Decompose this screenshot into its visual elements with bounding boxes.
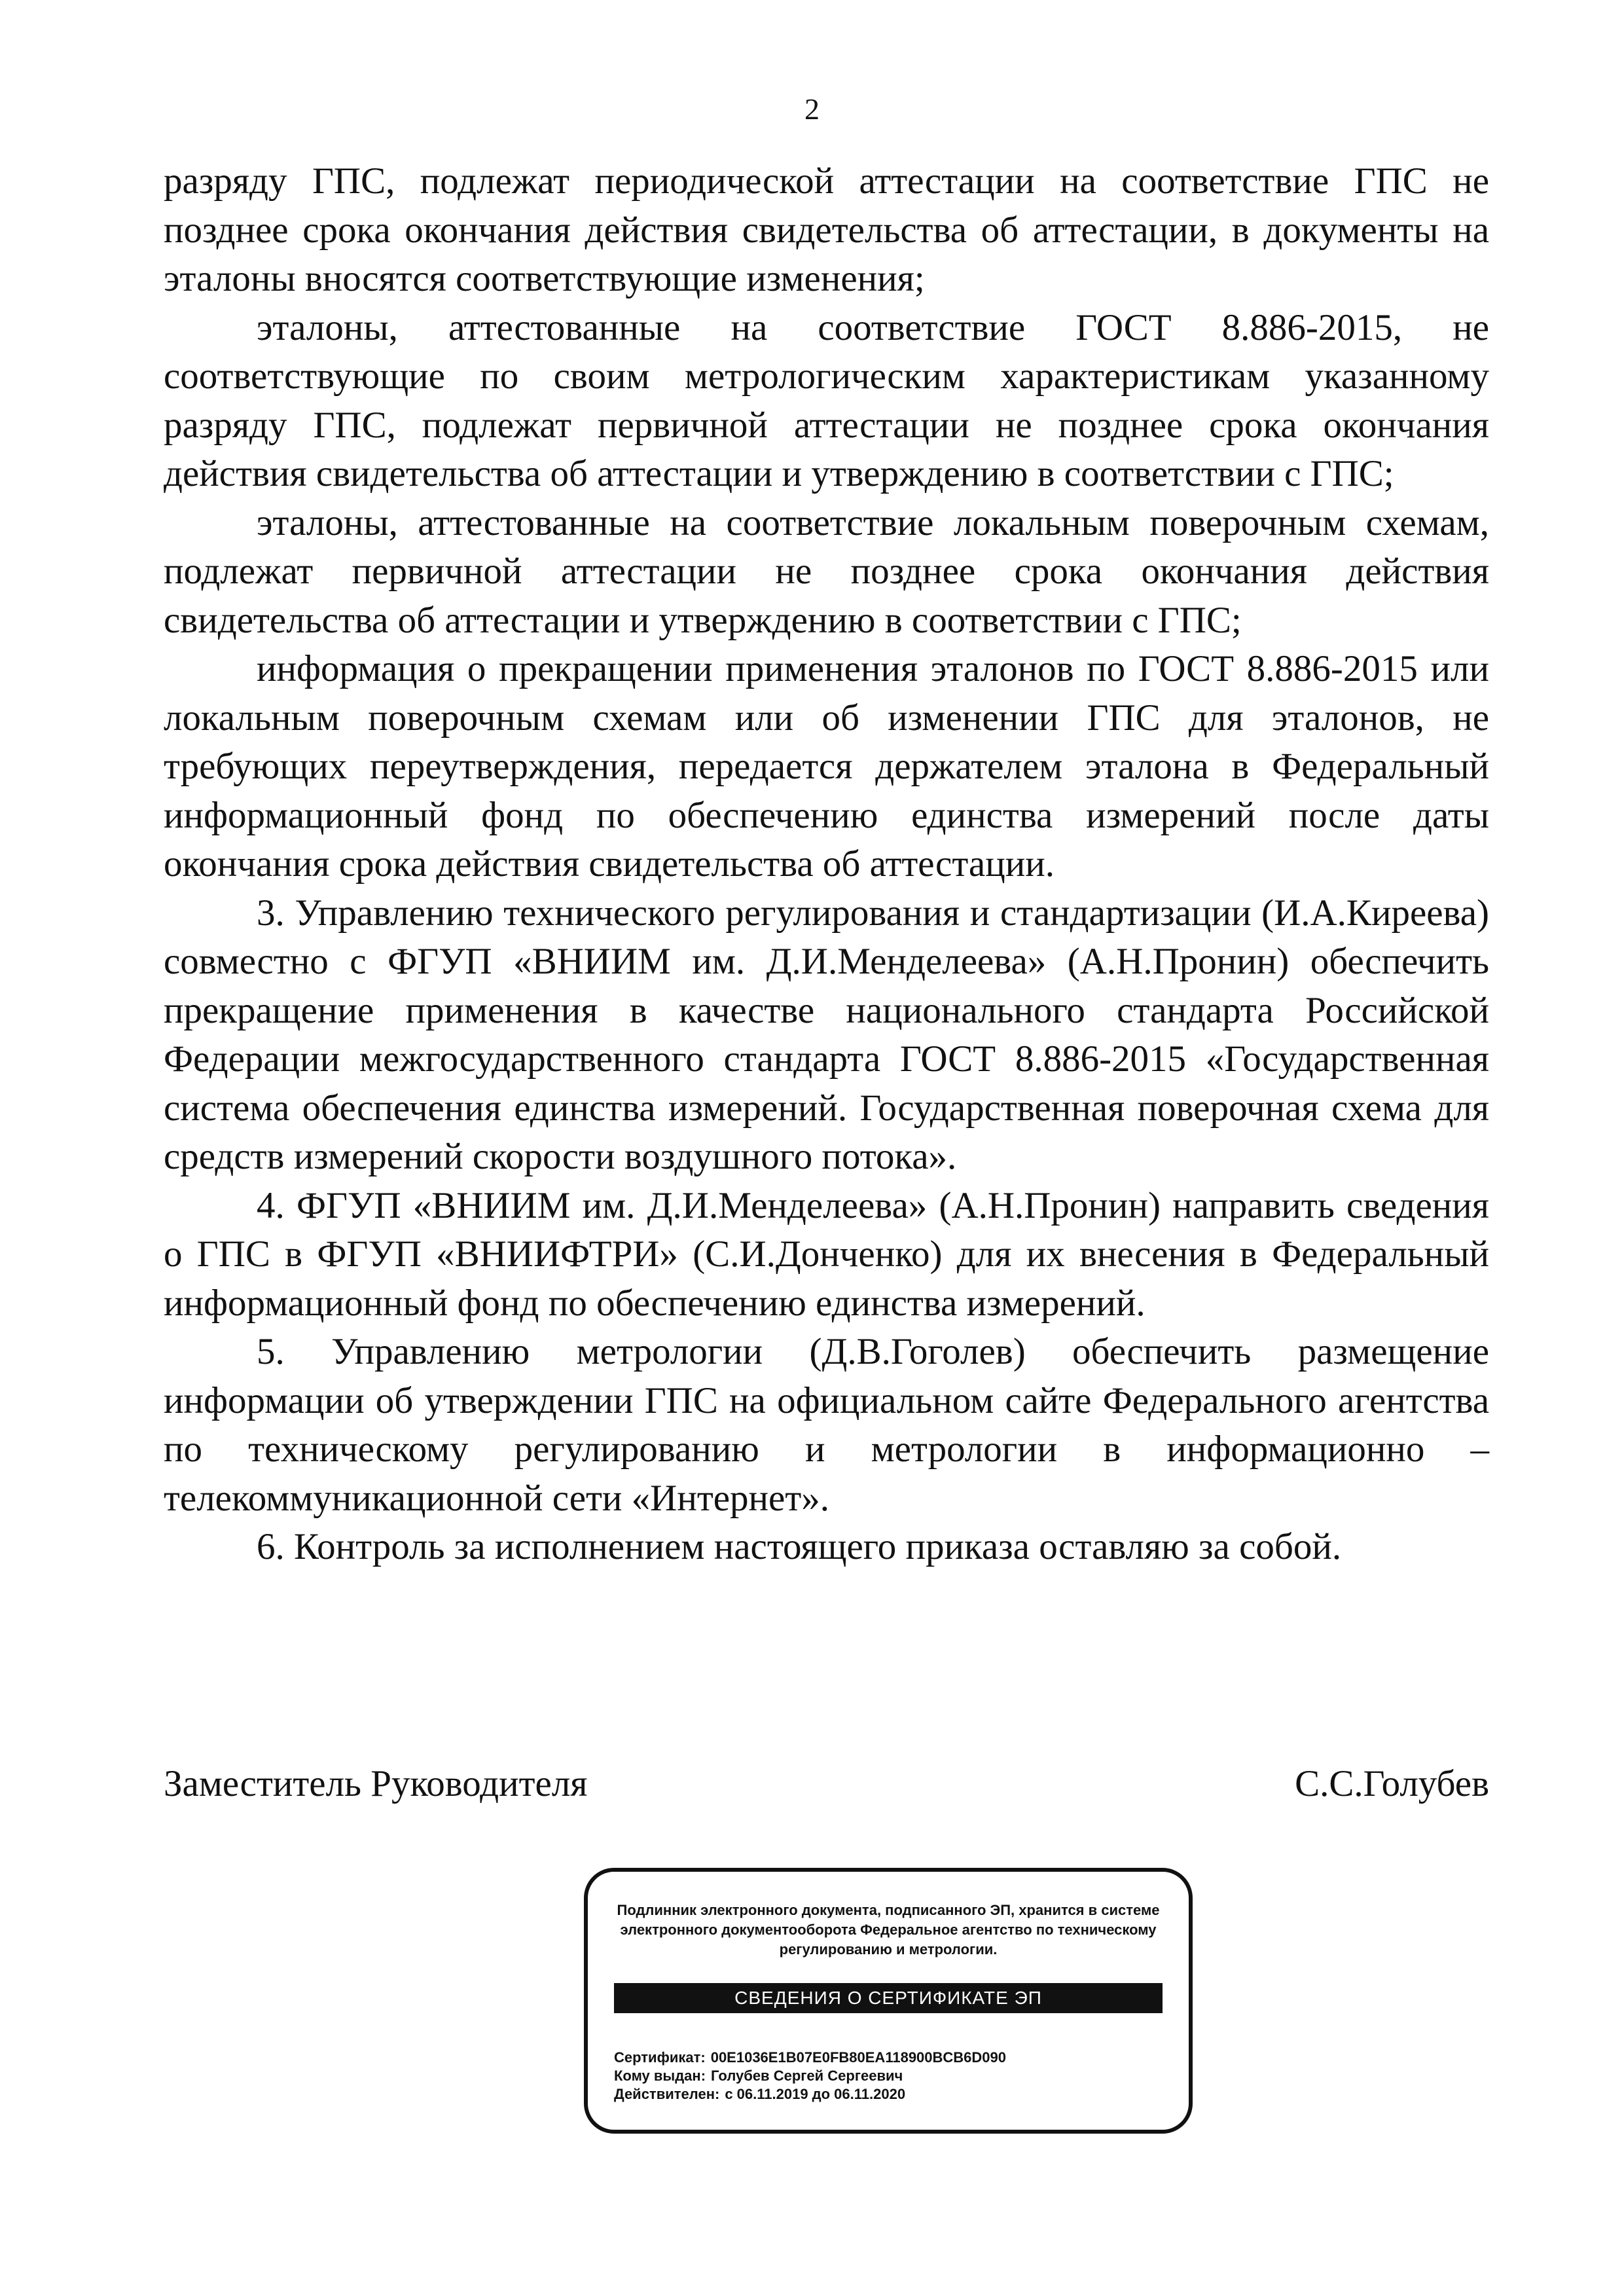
signature-block: [164, 1760, 1489, 1809]
validity-value: с 06.11.2019 до 06.11.2020: [725, 2086, 906, 2102]
signatory-position: Заместитель Руководителя: [164, 1763, 588, 1804]
signatory-name: С.С.Голубев: [1295, 1763, 1489, 1804]
stamp-header-text: Подлинник электронного документа, подписанного ЭП, хранится в системе электронного документооборота Федеральное агентство по техническому регулированию и метрологии.: [617, 1902, 1160, 1958]
issued-to-value: Голубев Сергей Сергеевич: [711, 2068, 903, 2084]
certificate-label: Сертификат:: [614, 2049, 706, 2066]
paragraph-item-4: 4. ФГУП «ВНИИМ им. Д.И.Менделеева» (А.Н.Пронин) направить сведения о ГПС в ФГУП «ВНИИФТРИ» (С.И.Донченко) для их внесения в Федеральный информационный фонд по обеспечению единства измерений.: [164, 1184, 1489, 1324]
paragraph-item-5: 5. Управлению метрологии (Д.В.Гоголев) обеспечить размещение информации об утверждении ГПС на официальном сайте Федерального агентства по техническому регулированию и метрологии в информационно – телекоммуникационной сети «Интернет».: [164, 1331, 1489, 1519]
validity-label: Действителен:: [614, 2086, 720, 2102]
stamp-details: [614, 2049, 1177, 2104]
stamp-banner: СВЕДЕНИЯ О СЕРТИФИКАТЕ ЭП: [614, 1983, 1163, 2013]
page-number: 2: [804, 92, 820, 126]
certificate-value: 00E1036E1B07E0FB80EA118900BCB6D090: [710, 2049, 1007, 2066]
paragraph-local-schemes: эталоны, аттестованные на соответствие локальным поверочным схемам, подлежат первичной аттестации не позднее срока окончания действия свидетельства об аттестации и утверждению в соответствии с ГПС;: [164, 501, 1489, 641]
issued-to-label: Кому выдан:: [614, 2068, 706, 2084]
paragraph-gost-standards: эталоны, аттестованные на соответствие ГОСТ 8.886-2015, не соответствующие по своим метрологическим характеристикам указанному разряду ГПС, подлежат первичной аттестации не позднее срока окончания действия свидетельства об аттестации и утверждению в соответствии с ГПС;: [164, 306, 1489, 494]
paragraph-item-3: 3. Управлению технического регулирования и стандартизации (И.А.Киреева) совместно с ФГУП «ВНИИМ им. Д.И.Менделеева» (А.Н.Пронин) обеспечить прекращение применения в качестве национального стандарта Российской Федерации межгосударственного стандарта ГОСТ 8.886-2015 «Государственная система обеспечения единства измерений. Государственная поверочная схема для средств измерений скорости воздушного потока».: [164, 892, 1489, 1177]
electronic-signature-stamp: [584, 1868, 1193, 2134]
paragraph-item-6: 6. Контроль за исполнением настоящего приказа оставляю за собой.: [257, 1526, 1342, 1567]
paragraph-information-transfer: информация о прекращении применения эталонов по ГОСТ 8.886-2015 или локальным поверочным схемам или об изменении ГПС для эталонов, не требующих переутверждения, передается держателем эталона в Федеральный информационный фонд по обеспечению единства измерений после даты окончания срока действия свидетельства об аттестации.: [164, 648, 1489, 884]
document-body: [164, 157, 1489, 1572]
paragraph-continuation: разряду ГПС, подлежат периодической аттестации на соответствие ГПС не позднее срока окончания действия свидетельства об аттестации, в документы на эталоны вносятся соответствующие изменения;: [164, 160, 1489, 299]
issued-to-line: [614, 2067, 1177, 2085]
certificate-line: [614, 2049, 1177, 2067]
validity-line: [614, 2085, 1177, 2104]
